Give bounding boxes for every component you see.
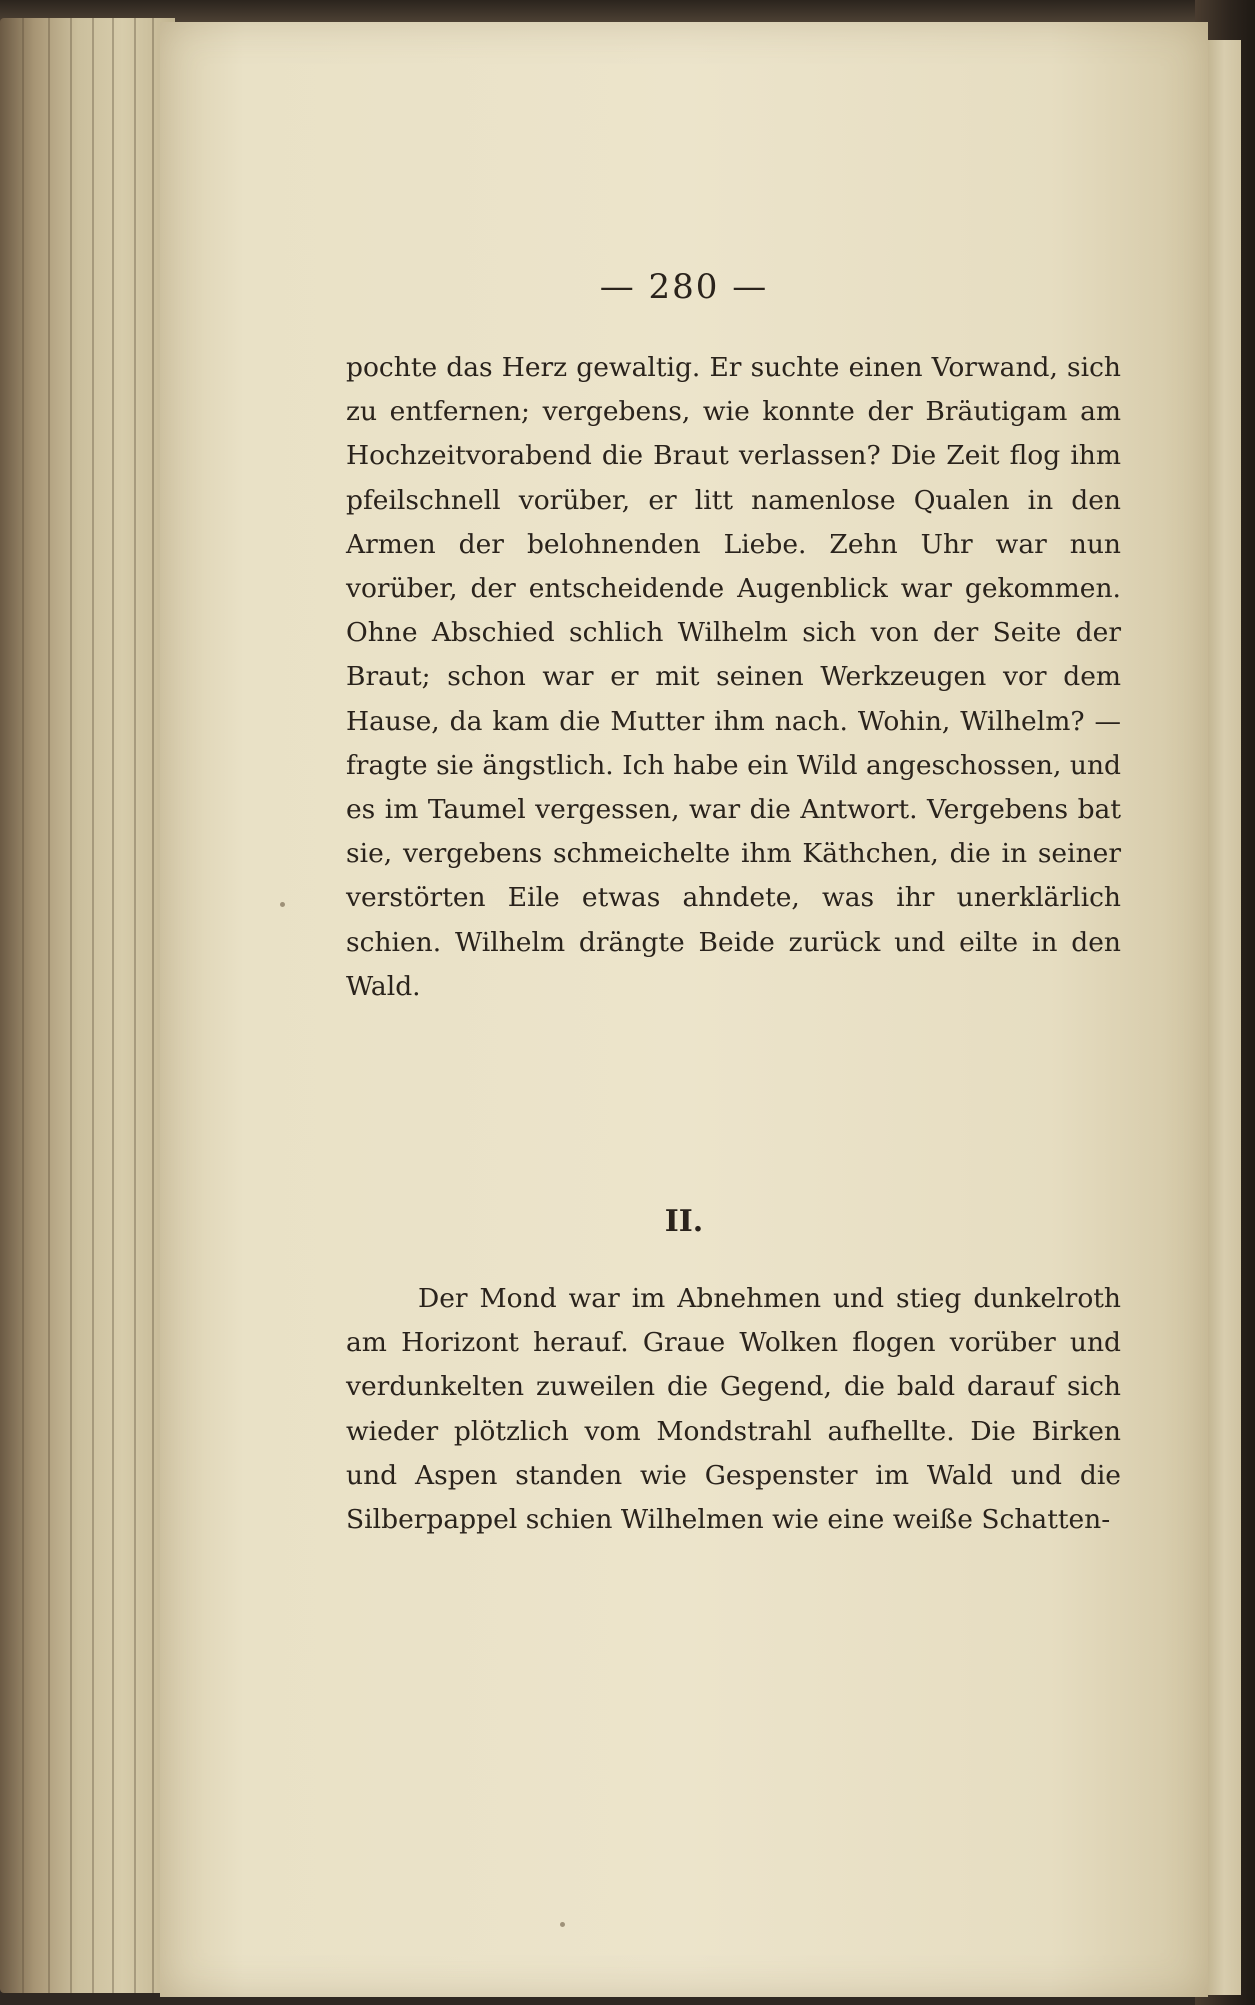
paragraph-2: [346, 1277, 1121, 1542]
section-heading: II.: [664, 1204, 704, 1239]
book-page: [160, 22, 1208, 1997]
paper-speck: [560, 1922, 565, 1927]
page-number: — 280 —: [599, 267, 769, 307]
paragraph-1: [346, 346, 1121, 1009]
paper-speck: [280, 902, 285, 907]
paragraph-2-text: Der Mond war im Abnehmen und stieg dunkelroth am Horizont herauf. Graue Wolken flogen vorüber und verdunkelten zuweilen die Gegend, die bald darauf sich wieder plötzlich vom Mondstrahl aufhellte. Die Birken und Aspen standen wie Gespenster im Wald und die Silberpappel schien Wilhelmen wie eine weiße Schatten-: [346, 1283, 1121, 1536]
top-cover-edge: [0, 0, 1255, 24]
paragraph-1-text: pochte das Herz gewaltig. Er suchte einen Vorwand, sich zu entfernen; vergebens, wie konnte der Bräutigam am Hochzeitvorabend die Braut verlassen? Die Zeit flog ihm pfeilschnell vorüber, er litt namenlose Qualen in den Armen der belohnenden Liebe. Zehn Uhr war nun vorüber, der entscheidende Augenblick war gekommen. Ohne Abschied schlich Wilhelm sich von der Seite der Braut; schon war er mit seinen Werkzeugen vor dem Hause, da kam die Mutter ihm nach. Wohin, Wilhelm? — fragte sie ängstlich. Ich habe ein Wild angeschossen, und es im Taumel vergessen, war die Antwort. Vergebens bat sie, vergebens schmeichelte ihm Käthchen, die in seiner verstörten Eile etwas ahndete, was ihr unerklärlich schien. Wilhelm drängte Beide zurück und eilte in den Wald.: [346, 352, 1121, 1002]
left-page-stack: [0, 18, 175, 1993]
